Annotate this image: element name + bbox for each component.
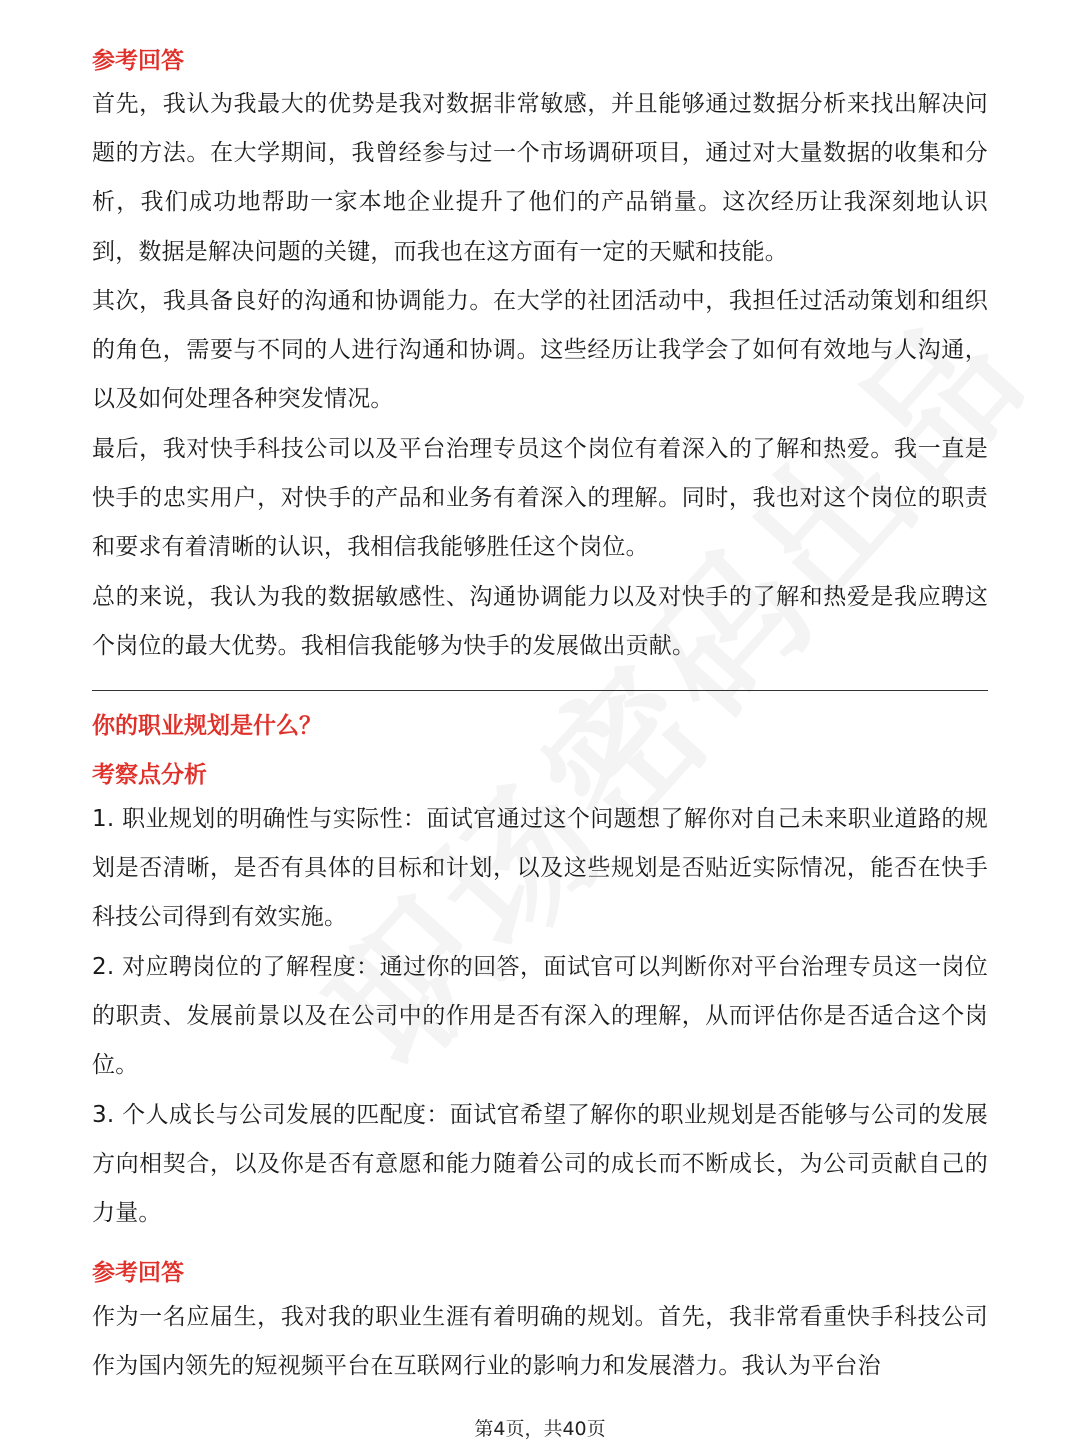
page-number-footer: 第4页，共40页: [474, 1418, 606, 1440]
answer-paragraph: 首先，我认为我最大的优势是我对数据非常敏感，并且能够通过数据分析来找出解决问题的方法。在大学期间，我曾经参与过一个市场调研项目，通过对大量数据的收集和分析，我们成功地帮助一家本地企业提升了他们的产品销量。这次经历让我深刻地认识到，数据是解决问题的关键，而我也在这方面有一定的天赋和技能。: [92, 91, 988, 265]
answer-paragraph: 作为一名应届生，我对我的职业生涯有着明确的规划。首先，我非常看重快手科技公司作为国内领先的短视频平台在互联网行业的影响力和发展潜力。我认为平台治: [92, 1304, 988, 1380]
reference-answer-heading-2: 参考回答: [92, 1260, 184, 1286]
answer-paragraph: 其次，我具备良好的沟通和协调能力。在大学的社团活动中，我担任过活动策划和组织的角色，需要与不同的人进行沟通和协调。这些经历让我学会了如何有效地与人沟通，以及如何处理各种突发情况。: [92, 288, 988, 413]
analysis-heading: 考察点分析: [92, 762, 207, 788]
answer-paragraph: 最后，我对快手科技公司以及平台治理专员这个岗位有着深入的了解和热爱。我一直是快手的忠实用户，对快手的产品和业务有着深入的理解。同时，我也对这个岗位的职责和要求有着清晰的认识，我相信我能够胜任这个岗位。: [92, 436, 988, 561]
answer-paragraph: 总的来说，我认为我的数据敏感性、沟通协调能力以及对快手的了解和热爱是我应聘这个岗位的最大优势。我相信我能够为快手的发展做出贡献。: [92, 584, 988, 660]
analysis-point: 1. 职业规划的明确性与实际性：面试官通过这个问题想了解你对自己未来职业道路的规划是否清晰，是否有具体的目标和计划，以及这些规划是否贴近实际情况，能否在快手科技公司得到有效实施。: [92, 806, 988, 931]
section-divider: [92, 690, 988, 691]
analysis-point: 2. 对应聘岗位的了解程度：通过你的回答，面试官可以判断你对平台治理专员这一岗位的职责、发展前景以及在公司中的作用是否有深入的理解，从而评估你是否适合这个岗位。: [92, 954, 988, 1079]
reference-answer-heading-1: 参考回答: [92, 48, 184, 74]
analysis-point: 3. 个人成长与公司发展的匹配度：面试官希望了解你的职业规划是否能够与公司的发展方向相契合，以及你是否有意愿和能力随着公司的成长而不断成长，为公司贡献自己的力量。: [92, 1102, 988, 1227]
question-title: 你的职业规划是什么？: [92, 713, 322, 739]
